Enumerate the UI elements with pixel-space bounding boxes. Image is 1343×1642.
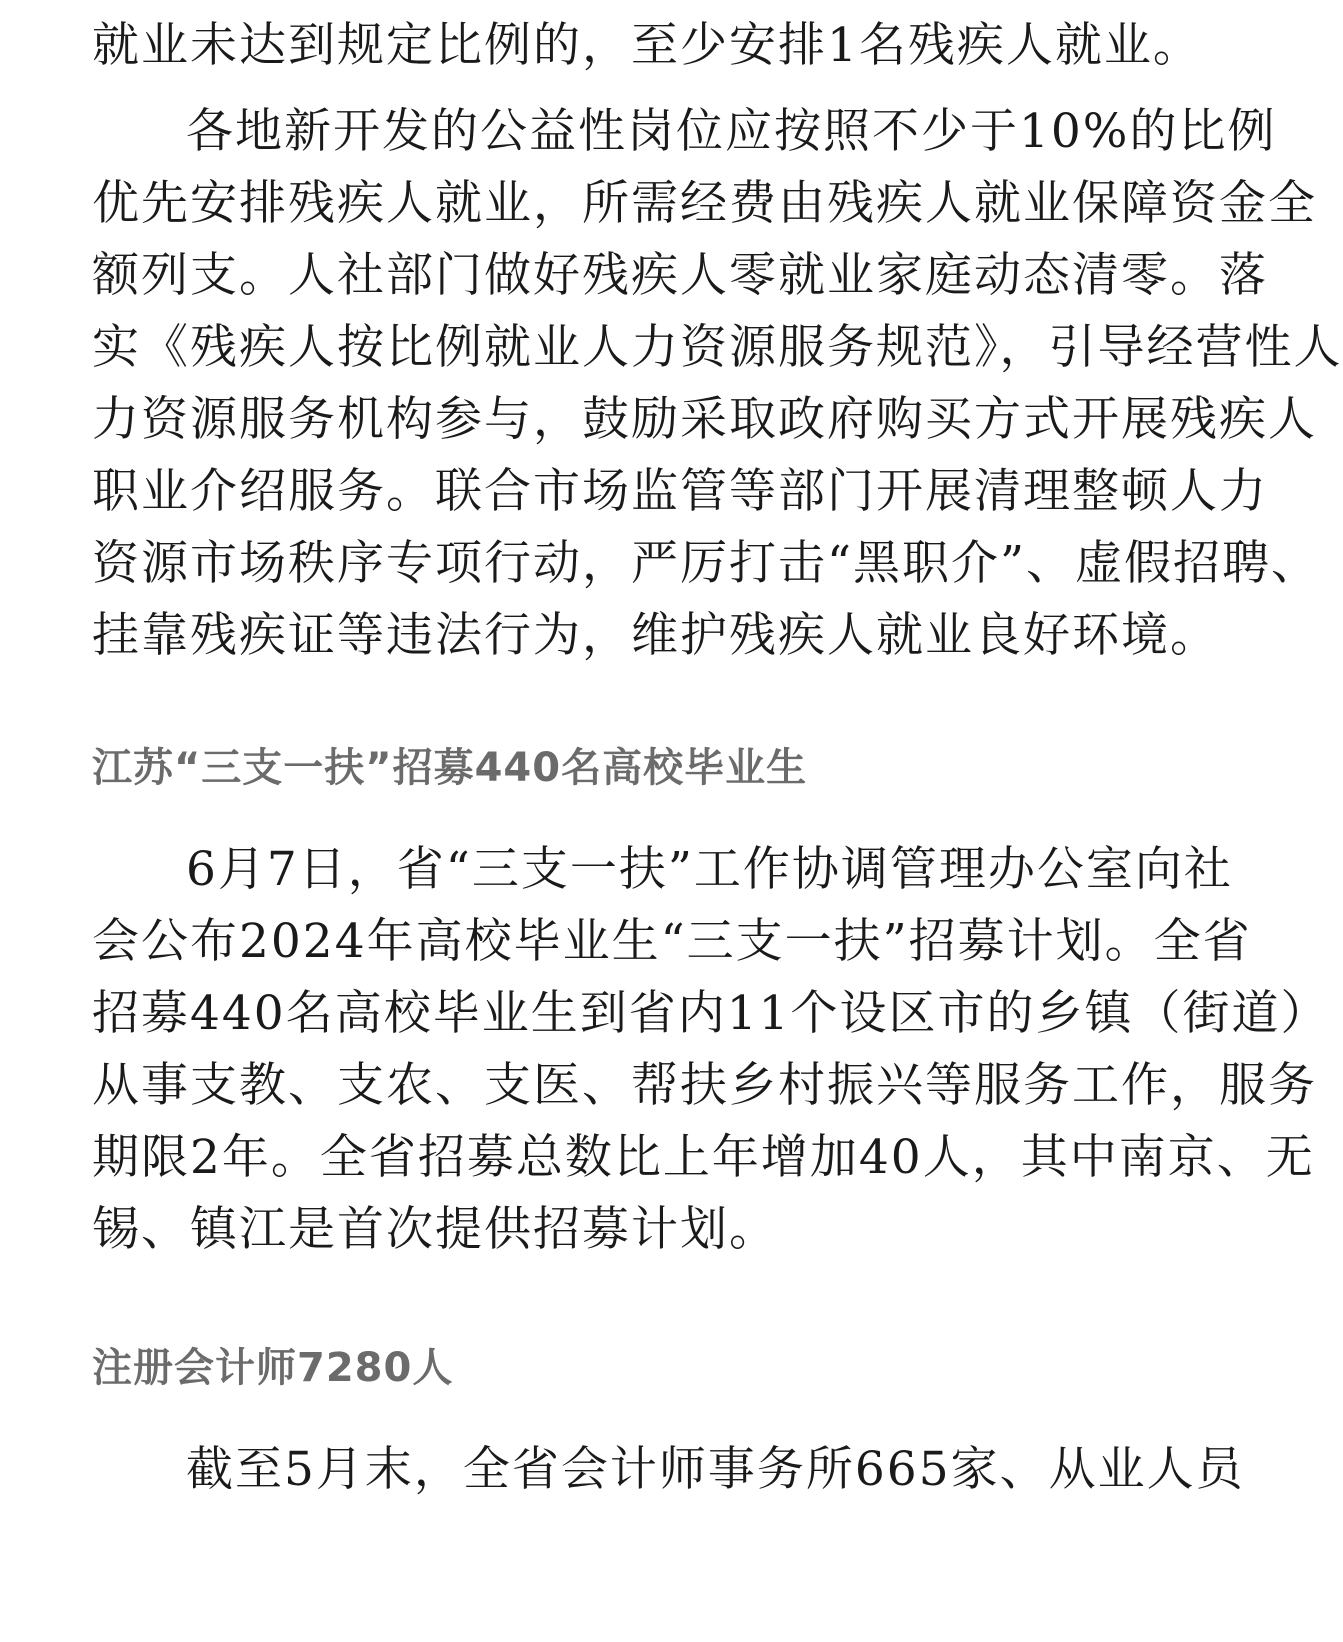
section-heading: 江苏“三支一扶”招募440名高校毕业生 — [92, 745, 808, 791]
paragraph-line: 截至5月末，全省会计师事务所665家、从业人员 — [186, 1442, 1245, 1497]
paragraph-line: 6月7日，省“三支一扶”工作协调管理办公室向社 — [186, 842, 1233, 897]
paragraph-line: 力资源服务机构参与，鼓励采取政府购买方式开展残疾人 — [92, 392, 1317, 447]
paragraph-line: 资源市场秩序专项行动，严厉打击“黑职介”、虚假招聘、 — [92, 536, 1321, 591]
paragraph-line: 就业未达到规定比例的，至少安排1名残疾人就业。 — [92, 18, 1202, 73]
paragraph-line: 锡、镇江是首次提供招募计划。 — [92, 1202, 778, 1257]
paragraph-line: 挂靠残疾证等违法行为，维护残疾人就业良好环境。 — [92, 608, 1219, 663]
paragraph-line: 优先安排残疾人就业，所需经费由残疾人就业保障资金全 — [92, 176, 1317, 231]
paragraph-line: 实《残疾人按比例就业人力资源服务规范》，引导经营性人 — [92, 320, 1343, 375]
paragraph-line: 期限2年。全省招募总数比上年增加40人，其中南京、无 — [92, 1130, 1315, 1185]
paragraph-line: 各地新开发的公益性岗位应按照不少于10%的比例 — [186, 104, 1277, 159]
paragraph-line: 额列支。人社部门做好残疾人零就业家庭动态清零。落 — [92, 248, 1268, 303]
paragraph-line: 从事支教、支农、支医、帮扶乡村振兴等服务工作，服务 — [92, 1058, 1317, 1113]
paragraph-line: 职业介绍服务。联合市场监管等部门开展清理整顿人力 — [92, 464, 1268, 519]
paragraph-line: 招募440名高校毕业生到省内11个设区市的乡镇（街道） — [92, 986, 1330, 1041]
section-heading: 注册会计师7280人 — [92, 1345, 454, 1391]
paragraph-line: 会公布2024年高校毕业生“三支一扶”招募计划。全省 — [92, 914, 1252, 969]
